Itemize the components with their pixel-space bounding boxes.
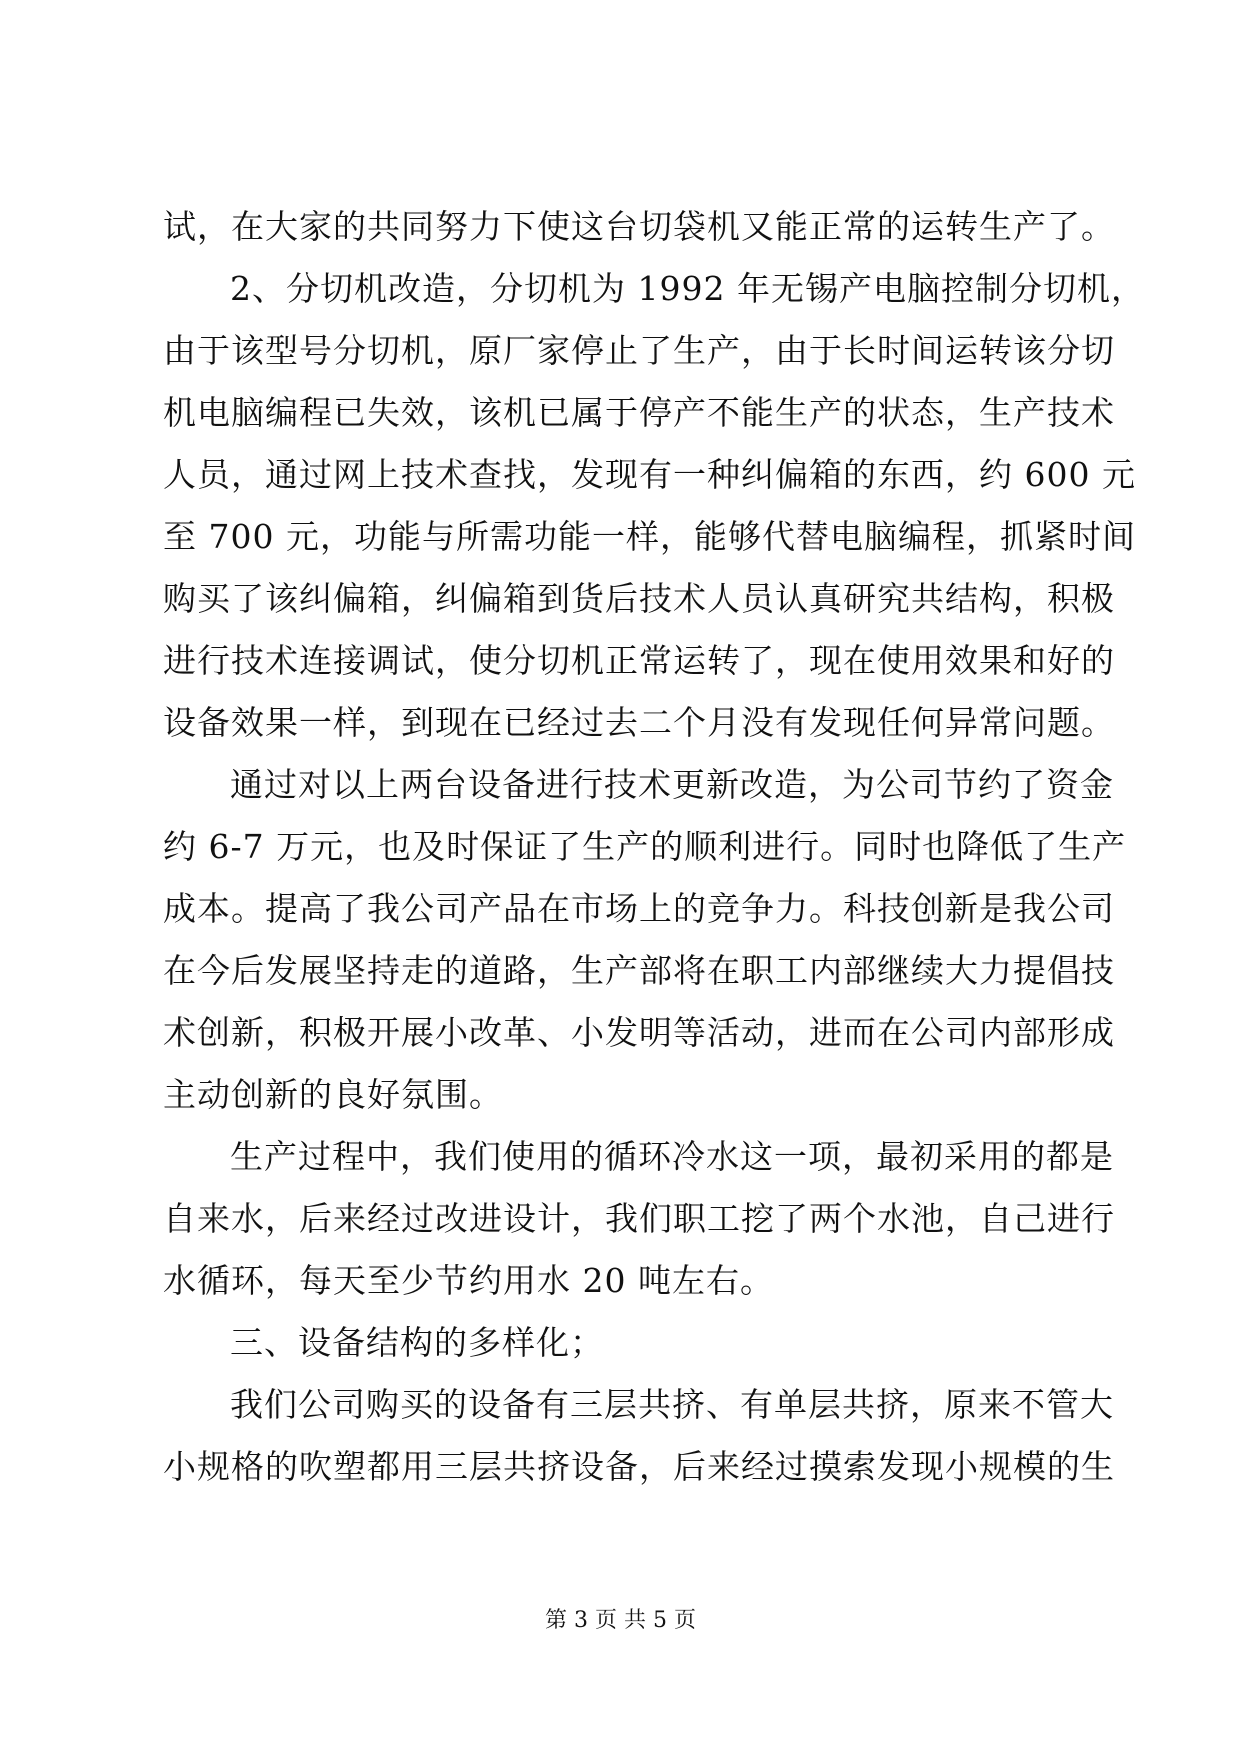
document-body xyxy=(163,196,1145,1498)
text-line: 术创新，积极开展小改革、小发明等活动，进而在公司内部形成 xyxy=(163,1013,1115,1052)
text-line: 由于该型号分切机，原厂家停止了生产，由于长时间运转该分切 xyxy=(163,331,1115,370)
text-line: 约 6-7 万元，也及时保证了生产的顺利进行。同时也降低了生产 xyxy=(163,827,1127,866)
text-line: 生产过程中，我们使用的循环冷水这一项，最初采用的都是 xyxy=(230,1137,1114,1176)
text-line: 购买了该纠偏箱，纠偏箱到货后技术人员认真研究共结构，积极 xyxy=(163,579,1115,618)
text-line: 人员，通过网上技术查找，发现有一种纠偏箱的东西，约 600 元 xyxy=(163,455,1136,494)
text-line: 在今后发展坚持走的道路，生产部将在职工内部继续大力提倡技 xyxy=(163,951,1115,990)
text-line: 主动创新的良好氛围。 xyxy=(163,1075,503,1114)
text-line: 通过对以上两台设备进行技术更新改造，为公司节约了资金 xyxy=(230,765,1114,804)
text-line: 设备效果一样，到现在已经过去二个月没有发现任何异常问题。 xyxy=(163,703,1115,742)
text-line: 至 700 元，功能与所需功能一样，能够代替电脑编程，抓紧时间 xyxy=(163,517,1136,556)
text-line: 我们公司购买的设备有三层共挤、有单层共挤，原来不管大 xyxy=(230,1385,1114,1424)
text-line: 三、设备结构的多样化； xyxy=(230,1323,604,1362)
text-line: 2、分切机改造，分切机为 1992 年无锡产电脑控制分切机， xyxy=(230,269,1145,308)
text-line: 机电脑编程已失效，该机已属于停产不能生产的状态，生产技术 xyxy=(163,393,1115,432)
text-line: 自来水，后来经过改进设计，我们职工挖了两个水池，自己进行 xyxy=(163,1199,1115,1238)
text-line: 水循环，每天至少节约用水 20 吨左右。 xyxy=(163,1261,774,1300)
text-line: 进行技术连接调试，使分切机正常运转了，现在使用效果和好的 xyxy=(163,641,1115,680)
text-line: 试，在大家的共同努力下使这台切袋机又能正常的运转生产了。 xyxy=(163,207,1115,246)
text-line: 成本。提高了我公司产品在市场上的竞争力。科技创新是我公司 xyxy=(163,889,1115,928)
page-number-footer: 第 3 页 共 5 页 xyxy=(545,1608,696,1633)
text-line: 小规格的吹塑都用三层共挤设备，后来经过摸索发现小规模的生 xyxy=(163,1447,1115,1486)
